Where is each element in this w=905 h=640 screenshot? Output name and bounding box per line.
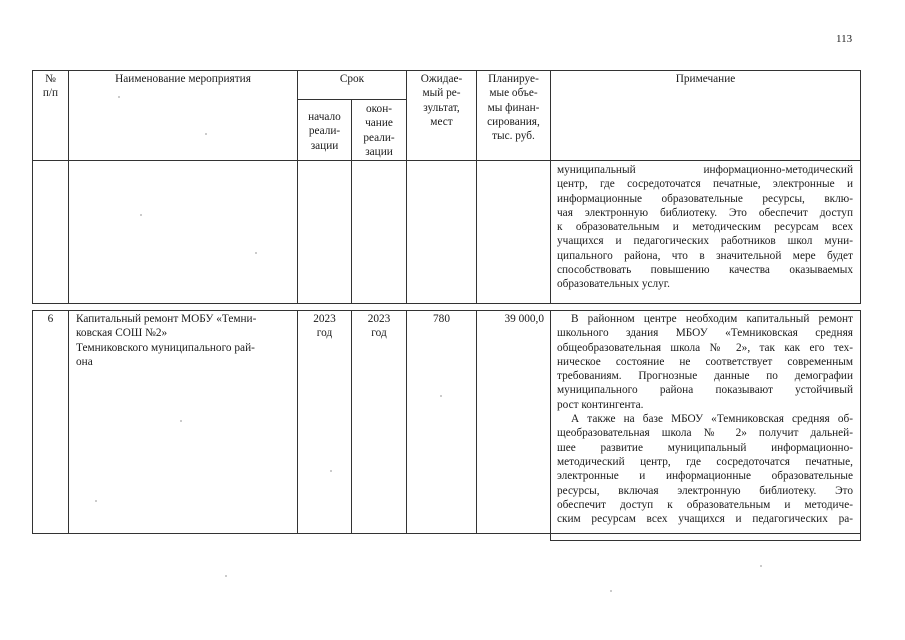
rule-row-gap-top <box>32 303 861 304</box>
rule-v-left-2 <box>32 310 33 534</box>
header-start <box>298 110 351 153</box>
header-funding-line: тыс. руб. <box>492 130 535 143</box>
rule-v-name-2 <box>297 310 298 534</box>
rule-row-gap-bottom <box>32 310 861 311</box>
row-funding: 39 000,0 <box>504 313 544 325</box>
notes-line: ресурсы, включая электронную библиотеку. Это <box>557 484 853 497</box>
rule-v-right-2 <box>860 310 861 541</box>
continuation-notes <box>557 163 853 292</box>
row-name-line: она <box>76 355 93 368</box>
header-end-line: реали- <box>363 131 395 144</box>
notes-line: ским ресурсам всех учащихся и педагогических ра- <box>557 513 853 526</box>
scan-speck <box>118 96 120 98</box>
notes-line: рост контингента. <box>557 398 644 411</box>
notes-line: учащихся и педагогических работников школ муни- <box>557 235 853 248</box>
header-result <box>407 72 476 129</box>
rule-v-result-2 <box>476 310 477 534</box>
header-funding-line: мые объе- <box>489 87 538 100</box>
header-result-line: Ожидае- <box>420 73 463 85</box>
header-end-line: окон- <box>365 103 393 115</box>
header-end-line: зации <box>365 145 393 158</box>
scan-speck <box>255 252 257 254</box>
notes-line: информационные образовательные ресурсы, вклю- <box>557 192 853 205</box>
row-result: 780 <box>433 313 450 325</box>
notes-line: образовательных услуг. <box>557 278 670 291</box>
row-start-line: год <box>316 327 333 340</box>
notes-line: чая электронную библиотеку. Это обеспечит доступ <box>557 206 853 219</box>
header-name: Наименование мероприятия <box>115 73 251 85</box>
row-name-line: Капитальный ремонт МОБУ «Темни- <box>76 313 257 325</box>
header-funding-line: Планируе- <box>488 73 539 85</box>
header-end-line: чание <box>365 117 393 130</box>
header-term: Срок <box>339 73 365 85</box>
row-number: 6 <box>47 313 54 325</box>
notes-line: центр, где сосредоточатся печатные, электронные и <box>557 178 853 191</box>
scan-speck <box>180 420 182 422</box>
rule-v-term-2 <box>406 310 407 534</box>
rule-notes-footer <box>550 540 861 541</box>
rule-v-name <box>297 70 298 304</box>
row-start-line: 2023 <box>313 313 336 325</box>
notes-line: ническое состояние не соответствует современным <box>557 355 853 368</box>
header-result-line: зультат, <box>423 101 460 114</box>
rule-v-num <box>68 70 69 304</box>
row-start <box>298 312 351 341</box>
scan-speck <box>95 500 97 502</box>
rule-bottom <box>32 533 861 534</box>
notes-line: щеобразовательная школа № 2» получит дальней- <box>557 427 853 440</box>
rule-v-funding-2 <box>550 310 551 541</box>
scan-speck <box>205 133 207 135</box>
notes-line: способствовать повышению качества оказываемых <box>557 264 853 277</box>
notes-line: школьного здания МБОУ «Темниковская средняя <box>557 327 853 340</box>
row-notes <box>557 312 853 526</box>
header-number-line: п/п <box>42 87 59 100</box>
scan-speck <box>610 590 612 592</box>
notes-line: к образовательным и методическим ресурсам всех <box>557 221 853 234</box>
header-funding-line: мы финан- <box>487 101 540 114</box>
header-start-line: начало <box>308 111 341 123</box>
rule-v-num-2 <box>68 310 69 534</box>
rule-header-bottom <box>32 160 861 161</box>
scan-speck <box>225 575 227 577</box>
scan-speck <box>440 395 442 397</box>
scan-speck <box>760 565 762 567</box>
header-funding-line: сирования, <box>487 115 540 128</box>
rule-top <box>32 70 861 71</box>
header-funding <box>477 72 550 143</box>
notes-line: общеобразовательная школа № 2», так как его тех- <box>557 341 853 354</box>
notes-line: требованиям. Прогнозные данные по демографии <box>557 370 853 383</box>
header-result-line: мест <box>430 115 453 128</box>
row-name-line: ковская СОШ №2» <box>76 327 168 340</box>
notes-line: В районном центре необходим капитальный ремонт <box>571 313 853 325</box>
notes-line: муниципальный информационно-методический <box>557 164 853 176</box>
header-result-line: мый ре- <box>422 87 461 100</box>
page-number: 113 <box>836 33 853 45</box>
rule-v-right <box>860 70 861 304</box>
header-number <box>33 72 68 101</box>
row-name <box>76 312 294 369</box>
header-end <box>352 102 406 159</box>
notes-line: шее развитие муниципальный информационно- <box>557 441 853 454</box>
header-start-line: зации <box>310 139 339 152</box>
row-end-line: год <box>371 327 387 340</box>
row-name-line: Темниковского муниципального рай- <box>76 341 255 354</box>
header-number-line: № <box>45 73 56 85</box>
notes-line: А также на базе МБОУ «Темниковская средняя об- <box>571 413 853 426</box>
scan-speck <box>140 214 142 216</box>
notes-line: электронные и информационные образовательные <box>557 470 853 483</box>
rule-v-left <box>32 70 33 304</box>
notes-line: ципального района, что в значительной мере будет <box>557 249 853 262</box>
rule-v-start-2 <box>351 310 352 534</box>
notes-line: методический центр, где сосредоточатся печатные, <box>557 455 853 468</box>
scan-speck <box>330 470 332 472</box>
row-end-line: 2023 <box>367 313 391 325</box>
notes-line: муниципального района показывают устойчивый <box>557 384 853 397</box>
notes-line: обеспечит доступ к образовательным и методиче- <box>557 498 853 511</box>
row-end <box>352 312 406 341</box>
header-notes: Примечание <box>675 73 736 85</box>
rule-v-funding <box>550 70 551 304</box>
header-start-line: реали- <box>308 125 341 138</box>
